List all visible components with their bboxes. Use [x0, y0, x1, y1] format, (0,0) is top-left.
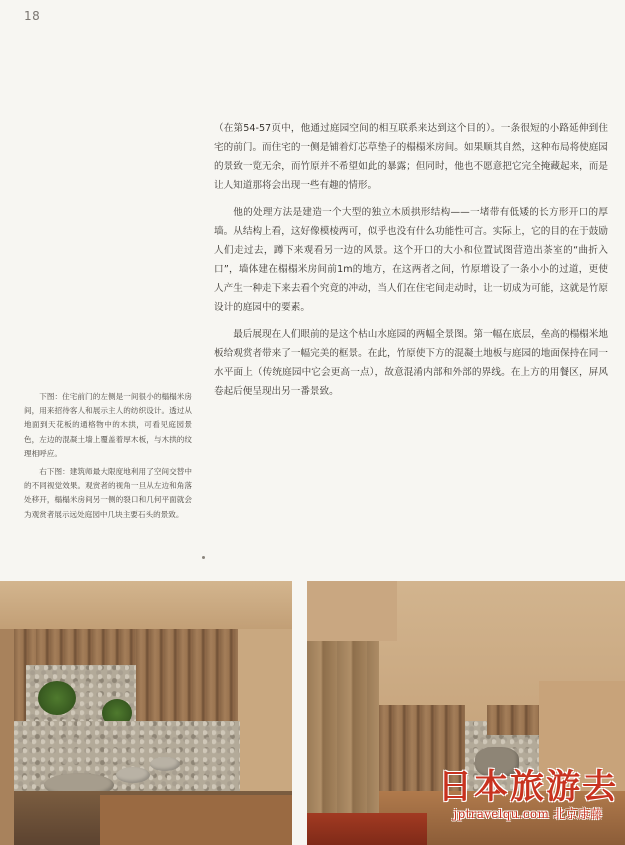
garden-shrub [38, 681, 76, 715]
wood-slat-lintel [487, 705, 539, 735]
paragraph: （在第54-57页中，他通过庭园空间的相互联系来达到这个目的）。一条很短的小路延伸到住宅的前门。而住宅的一侧是铺着灯芯草垫子的榻榻米房间。如果顺其自然，这种布局将使庭园的景致一览无余，而竹原并不希望如此的暴露；但同时，他也不愿意把它完全掩藏起来，而是让人知道那将会出现一些有趣的情形。 [214, 123, 608, 191]
photo-tatami-room-garden-view [0, 581, 292, 845]
caption-marker [202, 556, 205, 559]
watermark-url: jptravelqu.com 北京康藤 [453, 807, 603, 821]
photo-captions [24, 390, 192, 526]
caption-below: 下图：住宅前门的左侧是一间很小的榻榻米房间，用来招待客人和展示主人的纺织设计。透过从地面到天花板的通格物中的木拱，可看见庭园景色，左边的混凝土墙上覆盖着厚木板，与木拱的纹理相呼应。 [24, 392, 192, 458]
page-number: 18 [24, 9, 41, 23]
body-text [214, 119, 608, 409]
paragraph: 最后展现在人们眼前的是这个枯山水庭园的两幅全景图。第一幅在底层，垒高的榻榻米地板给观赏者带来了一幅完美的框景。在此，竹原使下方的混凝土地板与庭园的地面保持在同一水平面上（传统庭园中它会更高一点），故意混淆内部和外部的界线。在上方的用餐区，屏风卷起后便呈现出另一番景致。 [214, 329, 608, 397]
red-cushion [307, 813, 427, 845]
watermark-logo [438, 768, 618, 822]
watermark-title: 日本旅游去 [438, 767, 618, 807]
tatami-platform [100, 795, 292, 845]
stepping-stone [116, 767, 150, 783]
paragraph: 他的处理方法是建造一个大型的独立木质拱形结构——一堵带有低矮的长方形开口的厚墙。从结构上看，这好像模棱两可，似乎也没有什么功能性可言。实际上，它的目的在于鼓励人们走过去，蹲下来观看另一边的风景。这个开口的大小和位置试图营造出茶室的“曲折入口”，墙体建在榻榻米房间前1m的地方，在这两者之间，竹原增设了一条小小的过道，更使人产生一种走下来去看个究竟的冲动，当人们在住宅间走动时，让一切成为可能，这就是竹原设计的庭园中的要素。 [214, 207, 608, 313]
wood-slat-lintel [36, 629, 136, 665]
caption-lower-right: 右下图：建筑师最大限度地利用了空间交替中的不同视觉效果。观赏者的视角一旦从左边和角落处移开，榻榻米房间另一侧的裂口和几何平面就会为观赏者展示远处庭园中几块主要石头的景致。 [24, 467, 192, 519]
ceiling-corner [307, 581, 397, 641]
left-pillar [0, 629, 14, 845]
ceiling-wall [0, 581, 292, 629]
stepping-stone [150, 757, 180, 771]
